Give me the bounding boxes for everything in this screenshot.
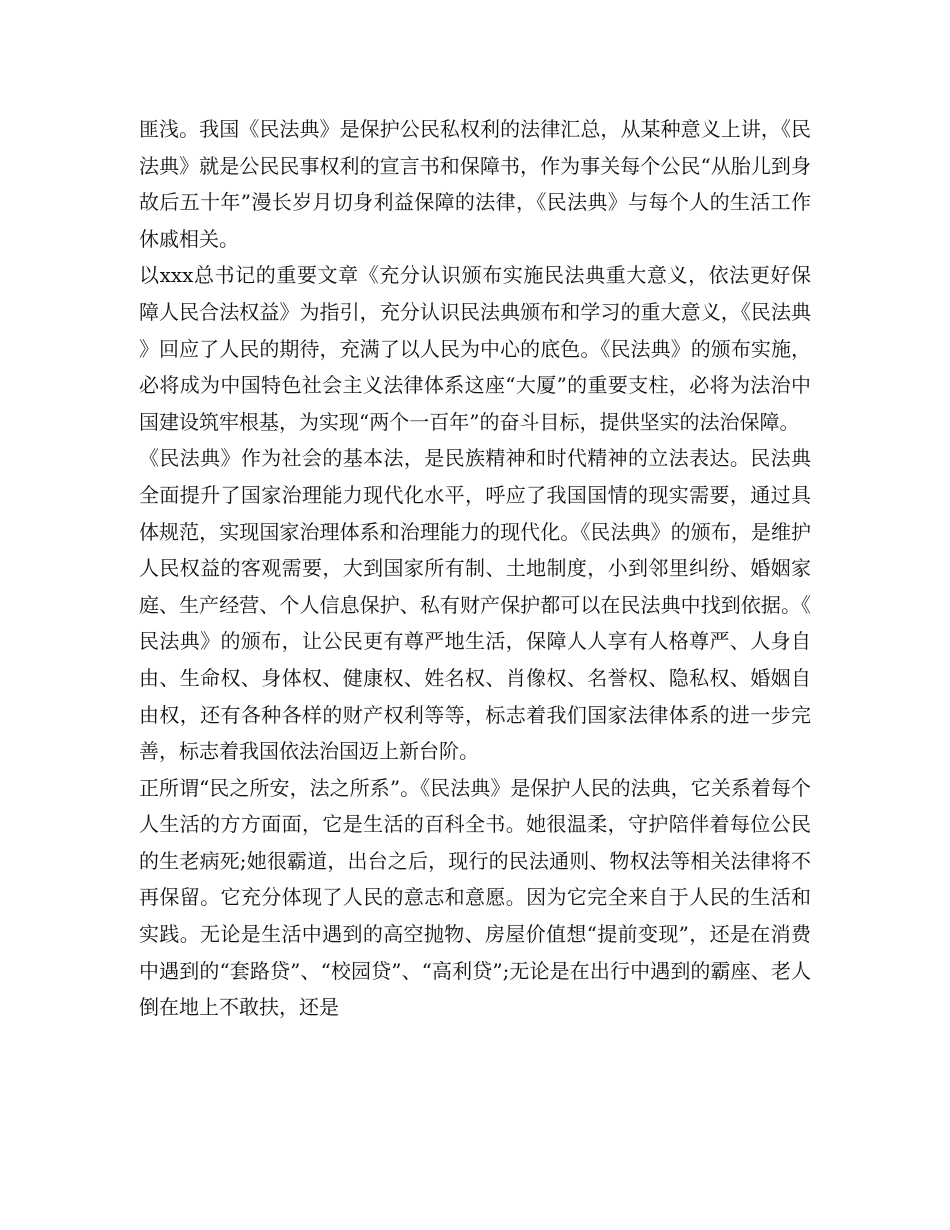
paragraph-3: 《民法典》作为社会的基本法，是民族精神和时代精神的立法表达。民法典全面提升了国家治理能力现代化水平，呼应了我国国情的现实需要，通过具体规范，实现国家治理体系和治理能力的现代化。《民法典》的颁布，是维护人民权益的客观需要，大到国家所有制、土地制度，小到邻里纠纷、婚姻家庭、生产经营、个人信息保护、私有财产保护都可以在民法典中找到依据。《民法典》的颁布，让公民更有尊严地生活，保障人人享有人格尊严、人身自由、生命权、身体权、健康权、姓名权、肖像权、名誉权、隐私权、婚姻自由权，还有各种各样的财产权利等等，标志着我们国家法律体系的进一步完善，标志着我国依法治国迈上新台阶。 bbox=[139, 446, 811, 764]
paragraph-2: 以xxx总书记的重要文章《充分认识颁布实施民法典重大意义，依法更好保障人民合法权益》为指引，充分认识民法典颁布和学习的重大意义，《民法典》回应了人民的期待，充满了以人民为中心的底色。《民法典》的颁布实施，必将成为中国特色社会主义法律体系这座“大厦”的重要支柱，必将为法治中国建设筑牢根基，为实现“两个一百年”的奋斗目标，提供坚实的法治保障。 bbox=[139, 263, 811, 434]
paragraph-4: 正所谓“民之所安，法之所系”。《民法典》是保护人民的法典，它关系着每个人生活的方方面面，它是生活的百科全书。她很温柔，守护陪伴着每位公民的生老病死;她很霸道，出台之后，现行的民法通则、物权法等相关法律将不再保留。它充分体现了人民的意志和意愿。因为它完全来自于人民的生活和实践。无论是生活中遇到的高空抛物、房屋价值想“提前变现”，还是在消费中遇到的“套路贷”、“校园贷”、“高利贷”;无论是在出行中遇到的霸座、老人倒在地上不敢扶，还是 bbox=[139, 775, 811, 1020]
paragraph-1: 匪浅。我国《民法典》是保护公民私权利的法律汇总，从某种意义上讲，《民法典》就是公民民事权利的宣言书和保障书，作为事关每个公民“从胎儿到身故后五十年”漫长岁月切身利益保障的法律，《民法典》与每个人的生活工作休戚相关。 bbox=[139, 117, 811, 251]
document-body bbox=[139, 111, 811, 1026]
